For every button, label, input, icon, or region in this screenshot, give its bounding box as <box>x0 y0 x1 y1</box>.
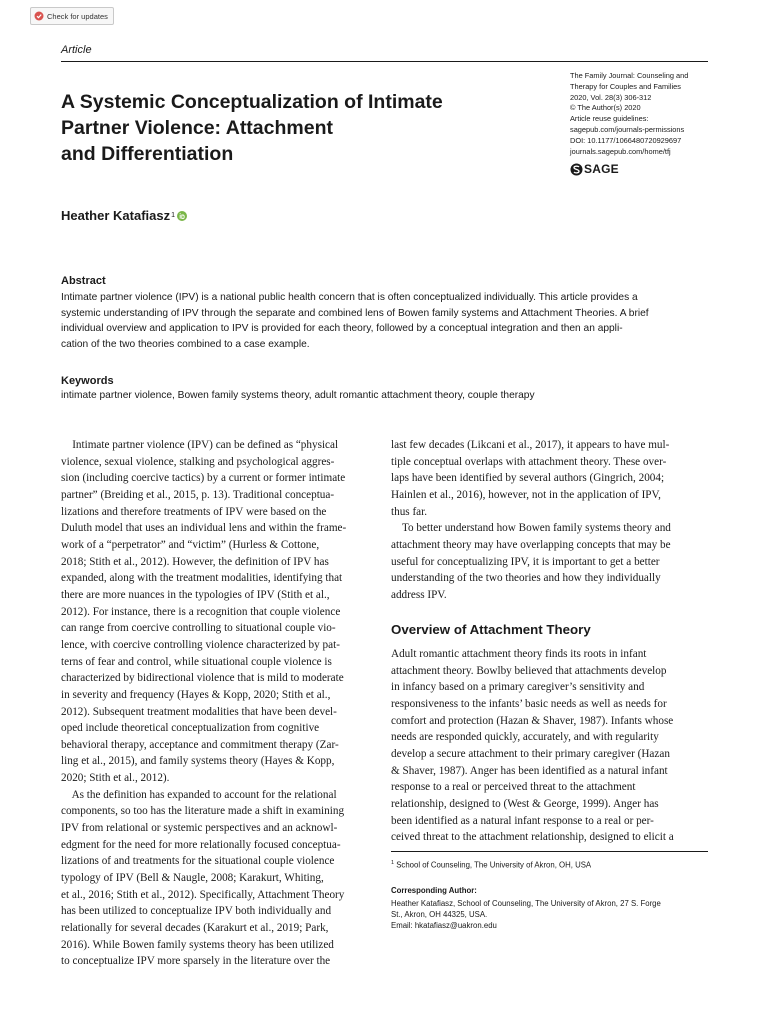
header-rule <box>61 61 708 62</box>
check-for-updates-label: Check for updates <box>47 11 108 21</box>
title-line: Partner Violence: Attachment <box>61 117 333 139</box>
journal-meta-line: The Family Journal: Counseling and <box>570 71 689 80</box>
body-text-line: comfort and protection (Hazan & Shaver, 1987). Infants whose <box>391 714 674 727</box>
body-text-line: to conceptualize IPV more sparsely in the literature over the <box>61 955 331 968</box>
body-text-line: As the definition has expanded to account for the relational <box>61 788 337 801</box>
body-text-line: lizations of and treatments for the situational couple violence <box>61 855 335 868</box>
journal-meta-link[interactable]: sagepub.com/journals-permissions <box>570 124 685 134</box>
body-text-line: violence, sexual violence, stalking and psychological aggres- <box>61 455 335 468</box>
article-title <box>61 89 541 167</box>
body-text-line: in infancy based on a primary caregiver’s sensitivity and <box>391 681 645 694</box>
journal-meta-line: 2020, Vol. 28(3) 306-312 <box>570 92 652 102</box>
body-text-line: 2012). For instance, there is a recognition that couple violence <box>61 605 341 618</box>
body-text-line: can range from coercive controlling to situational couple vio- <box>61 622 336 635</box>
body-text-line: lizations and therefore treatments of IPV were based on the <box>61 505 327 518</box>
body-left-column <box>61 437 379 970</box>
keywords-heading: Keywords <box>61 375 114 387</box>
corresponding-line: Heather Katafiasz, School of Counseling, The University of Akron, 27 S. Forge <box>391 899 661 908</box>
title-line: A Systemic Conceptualization of Intimate <box>61 91 443 113</box>
body-text-line: useful for conceptualizing IPV, it is important to get a better <box>391 555 660 568</box>
body-text-line: To better understand how Bowen family systems theory and <box>391 522 671 535</box>
body-text-line: expanded, along with the treatment modalities, identifying that <box>61 572 343 585</box>
body-text-line: in severity and frequency (Hayes & Kopp, 2020; Stith et al., <box>61 688 331 701</box>
journal-metadata <box>570 71 720 157</box>
body-text-line: Adult romantic attachment theory finds its roots in infant <box>391 648 647 660</box>
body-text-line: Hainlen et al., 2016), however, not in the application of IPV, <box>391 488 661 501</box>
body-text-line: ling et al., 2015), and family systems theory (Hayes & Kopp, <box>61 755 335 768</box>
body-text-line: lence, with coercive controlling violence characterized by pat- <box>61 638 340 651</box>
body-text-line: laps have been identified by several authors (Gingrich, 2004; <box>391 472 665 485</box>
journal-meta-line: Therapy for Couples and Families <box>570 81 681 91</box>
abstract-line: systemic understanding of IPV through the separate and combined lens of Bowen family systems and Attachment Theories. A brief <box>61 307 649 319</box>
body-text-line: terns of fear and control, while situational couple violence is <box>61 655 332 668</box>
body-text-line: there are more nuances in the typologies of IPV (Stith et al., <box>61 588 330 601</box>
body-text-line: partner” (Breiding et al., 2015, p. 13). Traditional conceptua- <box>61 488 335 501</box>
journal-meta-line: Article reuse guidelines: <box>570 114 649 124</box>
article-type-label: Article <box>61 44 92 56</box>
body-text-line: responsiveness to the infants’ basic needs as well as needs for <box>391 697 667 710</box>
footnote-mark: 1 <box>391 860 395 866</box>
abstract-line: Intimate partner violence (IPV) is a national public health concern that is often conceptualized individually. This article provides a <box>61 292 638 303</box>
body-right-column <box>391 437 709 604</box>
body-text-line: sion (including coercive tactics) by a current or former intimate <box>61 472 346 485</box>
title-line: and Differentiation <box>61 143 234 165</box>
body-right-column-section <box>391 646 709 846</box>
body-text-line: tiple conceptual overlaps with attachment theory. These over- <box>391 455 667 468</box>
affiliation-footnote <box>391 860 591 870</box>
journal-meta-line: © The Author(s) 2020 <box>570 103 641 113</box>
author-name[interactable]: Heather Katafiasz <box>61 208 171 223</box>
body-text-line: Intimate partner violence (IPV) can be defined as “physical <box>61 439 339 451</box>
sage-logo-icon <box>570 163 583 176</box>
body-text-line: Duluth model that uses an individual lens and within the frame- <box>61 522 347 535</box>
body-text-line: oped include theoretical conceptualization from cognitive <box>61 722 320 735</box>
footnote-text: School of Counseling, The University of Akron, OH, USA <box>396 860 592 870</box>
check-for-updates-badge[interactable] <box>30 7 114 25</box>
body-text-line: behavioral therapy, acceptance and commitment therapy (Zar- <box>61 738 339 751</box>
body-text-line: attachment theory may have overlapping concepts that may be <box>391 538 671 551</box>
body-text-line: IPV from relational or systemic perspectives and an acknowl- <box>61 822 338 835</box>
publisher-name: SAGE <box>584 162 619 176</box>
body-text-line: 2018; Stith et al., 2012). However, the definition of IPV has <box>61 555 329 568</box>
affiliation-mark: 1 <box>171 212 176 219</box>
author-block <box>61 208 187 223</box>
body-text-line: thus far. <box>391 505 428 518</box>
body-text-line: attachment theory. Bowlby believed that attachments develop <box>391 664 667 677</box>
body-text-line: components, so too has the literature made a shift in examining <box>61 805 345 818</box>
journal-home-link[interactable]: journals.sagepub.com/home/tfj <box>570 146 671 156</box>
body-text-line: 2016). While Bowen family systems theory has been utilized <box>61 938 334 951</box>
body-text-line: work of a “perpetrator” and “victim” (Hurless & Cottone, <box>61 538 320 551</box>
abstract-text <box>61 290 708 352</box>
corresponding-author-heading: Corresponding Author: <box>391 886 477 895</box>
abstract-line: cation of the two theories combined to a case example. <box>61 338 310 350</box>
body-text-line: response to a real or perceived threat to the attachment <box>391 781 636 794</box>
body-text-line: ceived threat to the attachment relationship, designed to elicit a <box>391 831 674 844</box>
body-text-line: typology of IPV (Bell & Naugle, 2008; Karakurt, Whiting, <box>61 872 324 885</box>
body-text-line: address IPV. <box>391 588 447 601</box>
check-for-updates-icon <box>34 11 44 21</box>
body-text-line: needs are responded quickly, accurately, and with regularity <box>391 731 659 744</box>
body-text-line: develop a secure attachment to their primary caregiver (Hazan <box>391 747 670 760</box>
footnote-rule <box>391 851 708 852</box>
body-text-line: 2020; Stith et al., 2012). <box>61 772 170 785</box>
body-text-line: & Shaver, 1987). Anger has been identified as a natural infant <box>391 764 668 777</box>
abstract-heading: Abstract <box>61 275 106 287</box>
body-text-line: last few decades (Likcani et al., 2017), it appears to have mul- <box>391 439 670 451</box>
corresponding-line: St., Akron, OH 44325, USA. <box>391 910 488 920</box>
abstract-line: individual overview and application to IPV is provided for each theory, followed by a conceptual integration and then an appli- <box>61 323 623 334</box>
body-text-line: characterized by bidirectional violence that is mild to moderate <box>61 672 344 685</box>
doi-link[interactable]: DOI: 10.1177/1066480720929697 <box>570 135 682 145</box>
body-text-line: 2012). Subsequent treatment modalities that have been devel- <box>61 705 337 718</box>
corresponding-author-details <box>391 898 661 932</box>
keywords-text: intimate partner violence, Bowen family systems theory, adult romantic attachment theory, couple therapy <box>61 390 535 401</box>
sage-logo <box>570 162 619 176</box>
email-link[interactable]: Email: hkatafiasz@uakron.edu <box>391 921 497 931</box>
body-text-line: understanding of the two theories and how they individually <box>391 572 661 585</box>
orcid-icon[interactable] <box>177 211 187 221</box>
body-text-line: edgment for the need for more relationally focused conceptua- <box>61 838 341 851</box>
body-text-line: has been utilized to conceptualize IPV both individually and <box>61 905 332 918</box>
body-text-line: et al., 2016; Stith et al., 2012). Specifically, Attachment Theory <box>61 888 345 901</box>
body-text-line: relationship, designed to (West & George, 1999). Anger has <box>391 797 659 810</box>
body-text-line: been identified as a natural infant response to a real or per- <box>391 814 654 827</box>
section-heading: Overview of Attachment Theory <box>391 622 591 637</box>
body-text-line: relationally for several decades (Karakurt et al., 2019; Park, <box>61 922 329 935</box>
